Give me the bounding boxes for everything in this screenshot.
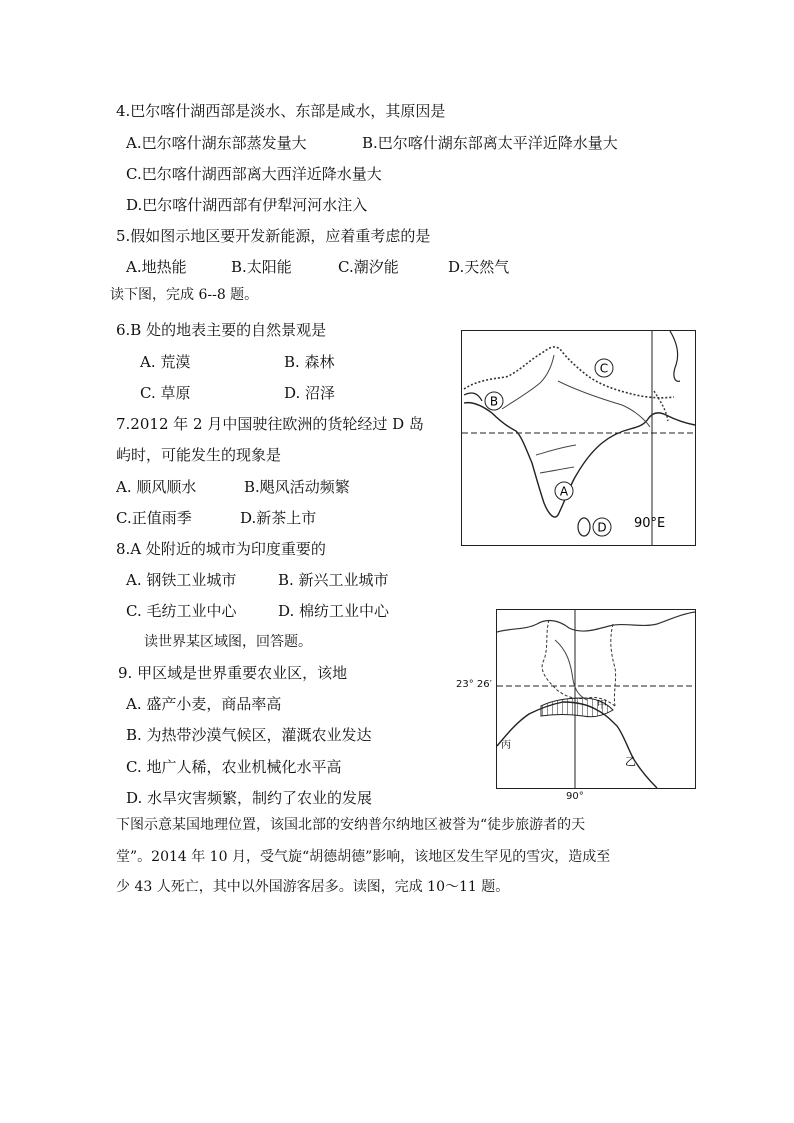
q7-option-b: B.飓风活动频繁 [244, 478, 350, 496]
q6-option-a: A. 荒漠 [140, 353, 191, 371]
q7-stem-line2: 屿时，可能发生的现象是 [116, 446, 282, 464]
longitude-label: 90°E [634, 516, 666, 531]
indus-river [502, 355, 554, 409]
intro-10-11-line2: 堂”。2014 年 10 月，受气旋“胡德胡德”影响，该地区发生罕见的雪灾，造成至 [116, 849, 611, 865]
south-asia-map-drawing [462, 331, 695, 545]
q8-option-c: C. 毛纺工业中心 [126, 602, 237, 620]
ganges-river [558, 381, 650, 427]
south-asia-map [461, 330, 696, 546]
q9-option-a: A. 盛产小麦，商品率高 [126, 695, 282, 713]
label-d: D [597, 520, 607, 535]
q9-stem: 9. 甲区域是世界重要农业区，该地 [118, 664, 348, 682]
label-b: B [489, 394, 499, 409]
sri-lanka-island [578, 518, 590, 536]
coastline [464, 403, 695, 517]
q8-option-b: B. 新兴工业城市 [278, 571, 389, 589]
q8-option-a: A. 钢铁工业城市 [126, 571, 237, 589]
q9-option-c: C. 地广人稀，农业机械化水平高 [126, 758, 342, 776]
intro-10-11-line3: 少 43 人死亡，其中以外国游客居多。读图，完成 10～11 题。 [116, 879, 510, 895]
intro-10-11-line1: 下图示意某国地理位置，该国北部的安纳普尔纳地区被誉为“徒步旅游者的天 [116, 817, 586, 833]
label-bing: 丙 [501, 740, 511, 751]
q8-stem: 8.A 处附近的城市为印度重要的 [116, 540, 326, 558]
eastern-boundary [611, 624, 616, 706]
bengal-region-map-drawing [497, 610, 695, 788]
q8-option-d: D. 棉纺工业中心 [278, 602, 390, 620]
q4-option-c: C.巴尔喀什湖西部离大西洋近降水量大 [126, 165, 382, 183]
label-jia: 甲 [597, 700, 607, 711]
label-yi: 乙 [625, 755, 636, 768]
q7-option-d: D.新茶上市 [240, 509, 317, 527]
q9-option-b: B. 为热带沙漠气候区，灌溉农业发达 [126, 726, 372, 744]
q5-option-c: C.潮汐能 [338, 258, 399, 276]
q5-option-a: A.地热能 [126, 258, 187, 276]
q7-option-a: A. 顺风顺水 [116, 478, 197, 496]
q4-stem: 4.巴尔喀什湖西部是淡水、东部是咸水，其原因是 [116, 102, 446, 120]
west-coast [464, 393, 482, 401]
q5-option-d: D.天然气 [448, 258, 510, 276]
godavari-river [536, 445, 576, 455]
river [555, 640, 587, 700]
burma-boundary [654, 391, 668, 421]
latitude-label: 23° 26′ [456, 679, 492, 690]
q6-option-b: B. 森林 [284, 353, 335, 371]
q4-option-a: A.巴尔喀什湖东部蒸发量大 [126, 134, 307, 152]
krishna-river [540, 467, 574, 473]
q4-option-d: D.巴尔喀什湖西部有伊犁河河水注入 [126, 196, 368, 214]
label-a: A [559, 484, 569, 499]
q4-option-b: B.巴尔喀什湖东部离太平洋近降水量大 [362, 134, 618, 152]
q6-option-d: D. 沼泽 [284, 384, 336, 402]
longitude-label-90: 90° [566, 791, 584, 802]
bengal-region-map [496, 609, 696, 789]
q6-stem: 6.B 处的地表主要的自然景观是 [116, 321, 327, 339]
mountain-boundary [464, 347, 674, 398]
q9-option-d: D. 水旱灾害频繁，制约了农业的发展 [126, 789, 373, 807]
label-c: C [599, 361, 609, 376]
q6-option-c: C. 草原 [140, 384, 191, 402]
northeast-coast [670, 331, 680, 381]
q5-option-b: B.太阳能 [231, 258, 292, 276]
intro-6-8: 读下图，完成 6--8 题。 [110, 287, 259, 303]
northern-boundary [497, 612, 695, 632]
q7-option-c: C.正值雨季 [116, 509, 192, 527]
q5-stem: 5.假如图示地区要开发新能源，应着重考虑的是 [116, 227, 431, 245]
q7-stem-line1: 7.2012 年 2 月中国驶往欧洲的货轮经过 D 岛 [116, 415, 424, 433]
intro-9: 读世界某区域图，回答题。 [144, 634, 312, 650]
